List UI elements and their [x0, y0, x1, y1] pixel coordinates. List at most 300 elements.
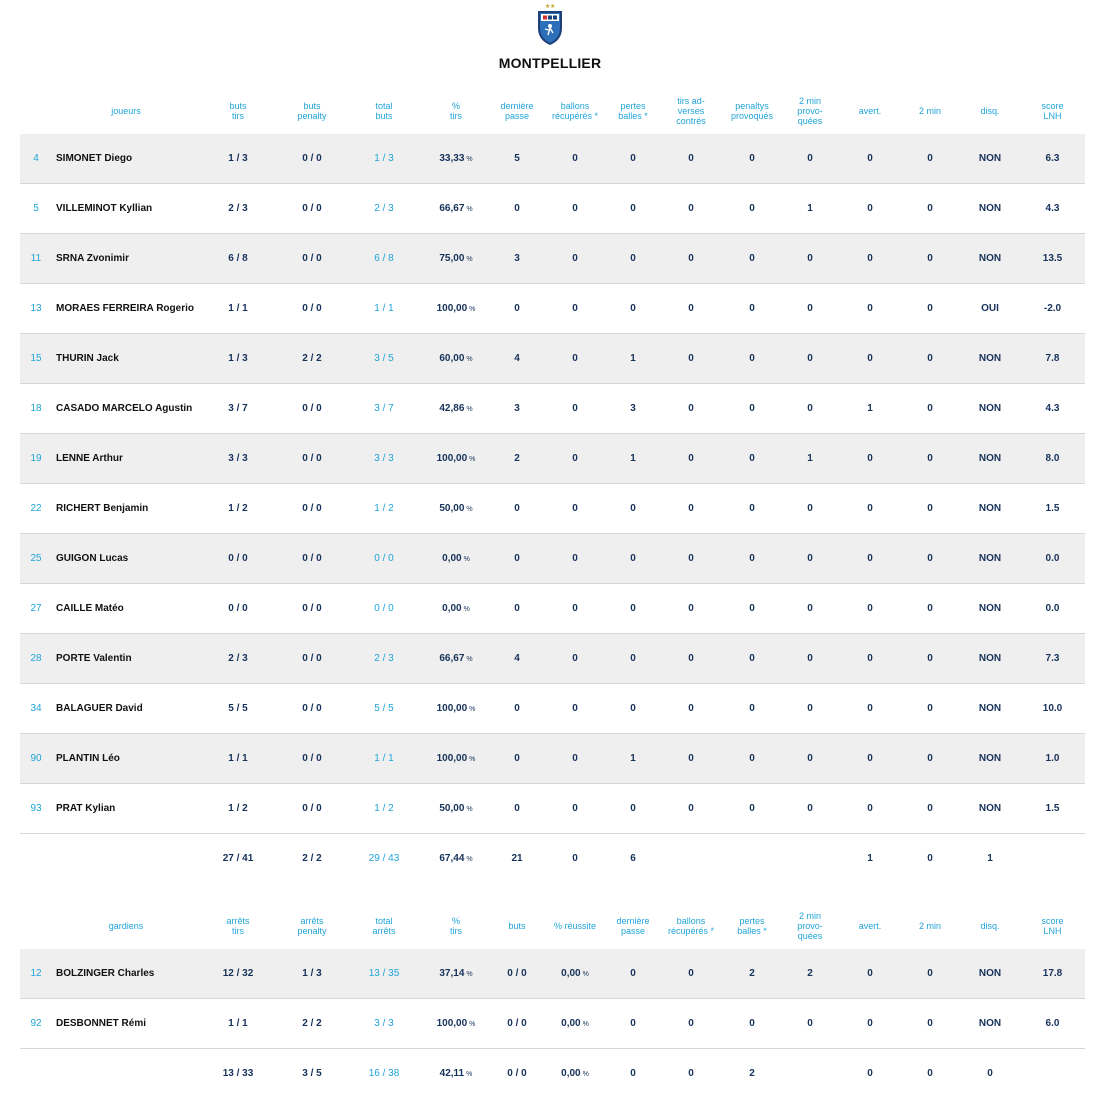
- goalkeepers-header-row: [20, 903, 1085, 949]
- total-pct-tirs: [420, 834, 492, 883]
- totals-blank: [20, 834, 52, 883]
- min2-provoquees-value: 0: [780, 134, 840, 184]
- header-derniere-passe: [492, 88, 542, 134]
- buts-tirs-value: 0 / 0: [200, 584, 276, 634]
- pct-tirs-value: [420, 184, 492, 234]
- disq-value: NON: [960, 684, 1020, 734]
- min2-value: 0: [900, 384, 960, 434]
- buts-tirs-value: 1 / 2: [200, 484, 276, 534]
- total-derniere-passe: 0: [630, 1067, 636, 1079]
- avert-value: 0: [840, 284, 900, 334]
- total-disq: 1: [987, 852, 993, 864]
- totals-blank: [724, 834, 780, 883]
- header-line: tirs ad-: [677, 96, 705, 106]
- pct-unit: %: [582, 1021, 589, 1028]
- buts-tirs-value: 0 / 0: [200, 534, 276, 584]
- svg-text:★: ★: [550, 4, 556, 10]
- buts-tirs-value: 2 / 3: [200, 634, 276, 684]
- header-line: buts: [303, 101, 321, 111]
- total-buts-value: 1 / 1: [348, 734, 420, 784]
- min2-value: 0: [900, 184, 960, 234]
- header-line: tirs: [232, 926, 244, 936]
- total-total-arrets: 16 / 38: [368, 1067, 400, 1079]
- goalkeepers-totals-row: [20, 1049, 1085, 1098]
- header-blank: [20, 88, 52, 134]
- totals-blank: [52, 1049, 200, 1098]
- pct-unit: %: [466, 356, 473, 363]
- player-row[interactable]: [20, 134, 1085, 184]
- player-row[interactable]: [20, 234, 1085, 284]
- player-number: 25: [20, 534, 52, 584]
- derniere-passe-value: 0: [492, 734, 542, 784]
- disq-value: OUI: [960, 284, 1020, 334]
- avert-value: 0: [840, 184, 900, 234]
- min2-provoquees-value: 2: [780, 949, 840, 999]
- player-number: 19: [20, 434, 52, 484]
- min2-value: 0: [900, 534, 960, 584]
- arrets-tirs-value: 1 / 1: [200, 999, 276, 1049]
- total-min2: 0: [927, 852, 933, 864]
- buts-value: 0 / 0: [492, 999, 542, 1049]
- pertes-balles-value: 1: [608, 434, 658, 484]
- pertes-balles-value: 2: [724, 949, 780, 999]
- totals-blank: [780, 1049, 840, 1098]
- disq-value: NON: [960, 734, 1020, 784]
- pct-unit: %: [463, 606, 470, 613]
- header-disq: disq.: [980, 106, 1000, 116]
- tirs-adverses-value: 0: [658, 184, 724, 234]
- pertes-balles-value: 0: [608, 484, 658, 534]
- ballons-recuperes-value: 0: [542, 134, 608, 184]
- header-min2: 2 min: [918, 921, 941, 931]
- buts-penalty-value: 0 / 0: [276, 134, 348, 184]
- derniere-passe-value: 0: [492, 684, 542, 734]
- penaltys-provoques-value: 0: [724, 584, 780, 634]
- player-number: 5: [20, 184, 52, 234]
- penaltys-provoques-value: 0: [724, 734, 780, 784]
- min2-value: 0: [900, 949, 960, 999]
- pertes-balles-value: 0: [608, 284, 658, 334]
- player-name: PORTE Valentin: [52, 634, 200, 684]
- penaltys-provoques-value: 0: [724, 784, 780, 834]
- arrets-penalty-value: 2 / 2: [276, 999, 348, 1049]
- pct-value: 50,00: [439, 803, 465, 814]
- header-min2-provoquees: [780, 88, 840, 134]
- penaltys-provoques-value: 0: [724, 634, 780, 684]
- buts-tirs-value: 3 / 3: [200, 434, 276, 484]
- player-row[interactable]: [20, 284, 1085, 334]
- svg-text:★: ★: [545, 4, 551, 10]
- pertes-balles-value: 3: [608, 384, 658, 434]
- avert-value: 0: [840, 484, 900, 534]
- total-derniere-passe: 21: [511, 852, 523, 864]
- min2-value: 0: [900, 334, 960, 384]
- team-logo-icon: [534, 2, 566, 46]
- pct-tirs-value: [420, 434, 492, 484]
- pertes-balles-value: 1: [608, 334, 658, 384]
- goalkeeper-row[interactable]: [20, 999, 1085, 1049]
- min2-value: 0: [900, 134, 960, 184]
- pct-unit: %: [466, 206, 473, 213]
- min2-provoquees-value: 0: [780, 734, 840, 784]
- ballons-recuperes-value: 0: [658, 949, 724, 999]
- pct-value: 75,00: [439, 253, 465, 264]
- header-line: arrêts: [372, 926, 396, 936]
- tirs-adverses-value: 0: [658, 784, 724, 834]
- header-pct-tirs: [420, 88, 492, 134]
- header-total-buts: [348, 88, 420, 134]
- pct-value: 67,44: [439, 852, 465, 864]
- score-lnh-value: 8.0: [1020, 434, 1085, 484]
- header-pct-tirs: [420, 903, 492, 949]
- avert-value: 0: [840, 584, 900, 634]
- min2-provoquees-value: 0: [780, 484, 840, 534]
- derniere-passe-value: 0: [608, 999, 658, 1049]
- min2-provoquees-value: 0: [780, 384, 840, 434]
- min2-provoquees-value: 0: [780, 334, 840, 384]
- buts-penalty-value: 0 / 0: [276, 784, 348, 834]
- ballons-recuperes-value: 0: [542, 734, 608, 784]
- buts-penalty-value: 0 / 0: [276, 734, 348, 784]
- ballons-recuperes-value: 0: [542, 184, 608, 234]
- avert-value: 0: [840, 134, 900, 184]
- players-table: [20, 88, 1085, 882]
- reussite-value: [542, 999, 608, 1049]
- pct-value: 100,00: [436, 303, 468, 314]
- tirs-adverses-value: 0: [658, 434, 724, 484]
- min2-provoquees-value: 0: [780, 234, 840, 284]
- derniere-passe-value: 0: [492, 784, 542, 834]
- player-row[interactable]: [20, 684, 1085, 734]
- pct-value: 100,00: [436, 703, 468, 714]
- pertes-balles-value: 0: [724, 999, 780, 1049]
- pct-unit: %: [469, 306, 476, 313]
- ballons-recuperes-value: 0: [542, 334, 608, 384]
- derniere-passe-value: 4: [492, 334, 542, 384]
- header-line: ballons: [560, 101, 590, 111]
- goalkeeper-number: 12: [20, 949, 52, 999]
- player-name: MORAES FERREIRA Rogerio: [52, 284, 200, 334]
- header-buts-penalty: [276, 88, 348, 134]
- buts-penalty-value: 0 / 0: [276, 534, 348, 584]
- header-line: total: [375, 916, 393, 926]
- disq-value: NON: [960, 584, 1020, 634]
- buts-tirs-value: 1 / 1: [200, 284, 276, 334]
- header-gardiens: gardiens: [108, 921, 144, 931]
- pertes-balles-value: 1: [608, 734, 658, 784]
- header-line: pertes: [620, 101, 646, 111]
- min2-value: 0: [900, 584, 960, 634]
- min2-value: 0: [900, 784, 960, 834]
- buts-tirs-value: 1 / 2: [200, 784, 276, 834]
- header-line: penalty: [297, 111, 327, 121]
- buts-tirs-value: 3 / 7: [200, 384, 276, 434]
- pct-unit: %: [466, 971, 473, 978]
- tirs-adverses-value: 0: [658, 284, 724, 334]
- min2-value: 0: [900, 284, 960, 334]
- player-name: PRAT Kylian: [52, 784, 200, 834]
- players-totals-row: [20, 834, 1085, 883]
- pct-unit: %: [466, 855, 473, 863]
- tirs-adverses-value: 0: [658, 534, 724, 584]
- header-line: ballons: [676, 916, 706, 926]
- disq-value: NON: [960, 484, 1020, 534]
- score-lnh-value: 1.0: [1020, 734, 1085, 784]
- disq-value: NON: [960, 949, 1020, 999]
- buts-penalty-value: 0 / 0: [276, 184, 348, 234]
- reussite-value: [542, 949, 608, 999]
- ballons-recuperes-value: 0: [658, 999, 724, 1049]
- tirs-adverses-value: 0: [658, 384, 724, 434]
- player-row[interactable]: [20, 584, 1085, 634]
- total-pct-tirs: [420, 1049, 492, 1098]
- min2-provoquees-value: 1: [780, 184, 840, 234]
- pct-tirs-value: [420, 384, 492, 434]
- player-number: 4: [20, 134, 52, 184]
- total-buts: 0 / 0: [507, 1067, 527, 1079]
- header-line: dernière: [616, 916, 650, 926]
- pct-value: 0,00: [442, 603, 462, 614]
- pct-value: 42,11: [439, 1067, 465, 1079]
- derniere-passe-value: 3: [492, 384, 542, 434]
- min2-value: 0: [900, 999, 960, 1049]
- player-number: 90: [20, 734, 52, 784]
- total-min2: 0: [927, 1067, 933, 1079]
- total-buts-value: 3 / 7: [348, 384, 420, 434]
- total-buts-value: 1 / 2: [348, 784, 420, 834]
- buts-penalty-value: 0 / 0: [276, 484, 348, 534]
- header: [0, 0, 1100, 80]
- header-line: score: [1041, 101, 1064, 111]
- total-buts-value: 5 / 5: [348, 684, 420, 734]
- penaltys-provoques-value: 0: [724, 134, 780, 184]
- score-lnh-value: 0.0: [1020, 534, 1085, 584]
- pct-value: 60,00: [439, 353, 465, 364]
- header-blank: [20, 903, 52, 949]
- penaltys-provoques-value: 0: [724, 234, 780, 284]
- total-buts-value: 0 / 0: [348, 534, 420, 584]
- header-avert: avert.: [858, 921, 882, 931]
- avert-value: 0: [840, 949, 900, 999]
- pertes-balles-value: 0: [608, 684, 658, 734]
- score-lnh-value: 1.5: [1020, 484, 1085, 534]
- header-arrets-tirs: [200, 903, 276, 949]
- tirs-adverses-value: 0: [658, 234, 724, 284]
- player-number: 18: [20, 384, 52, 434]
- header-line: LNH: [1043, 926, 1062, 936]
- disq-value: NON: [960, 384, 1020, 434]
- pct-tirs-value: [420, 134, 492, 184]
- penaltys-provoques-value: 0: [724, 384, 780, 434]
- pertes-balles-value: 0: [608, 784, 658, 834]
- player-name: CAILLE Matéo: [52, 584, 200, 634]
- player-row[interactable]: [20, 784, 1085, 834]
- pertes-balles-value: 0: [608, 584, 658, 634]
- pct-unit: %: [466, 156, 473, 163]
- arrets-tirs-value: 12 / 32: [200, 949, 276, 999]
- header-line: passe: [504, 111, 530, 121]
- disq-value: NON: [960, 134, 1020, 184]
- player-row[interactable]: [20, 384, 1085, 434]
- totals-blank: [1020, 1049, 1085, 1098]
- player-name: CASADO MARCELO Agustin: [52, 384, 200, 434]
- player-row[interactable]: [20, 634, 1085, 684]
- header-line: penaltys: [735, 101, 769, 111]
- pct-value: 66,67: [439, 653, 465, 664]
- header-min2-provoquees: [780, 903, 840, 949]
- pct-unit: %: [582, 971, 589, 978]
- buts-penalty-value: 0 / 0: [276, 684, 348, 734]
- total-ballons-recuperes: 0: [688, 1067, 694, 1079]
- header-line: pertes: [739, 916, 765, 926]
- avert-value: 0: [840, 734, 900, 784]
- tirs-adverses-value: 0: [658, 134, 724, 184]
- total-arrets-penalty: 3 / 5: [302, 1067, 322, 1079]
- pct-tirs-value: [420, 284, 492, 334]
- derniere-passe-value: 0: [492, 284, 542, 334]
- penaltys-provoques-value: 0: [724, 334, 780, 384]
- ballons-recuperes-value: 0: [542, 234, 608, 284]
- disq-value: NON: [960, 434, 1020, 484]
- avert-value: 0: [840, 999, 900, 1049]
- team-name: MONTPELLIER: [498, 55, 602, 71]
- ballons-recuperes-value: 0: [542, 784, 608, 834]
- ballons-recuperes-value: 0: [542, 284, 608, 334]
- total-buts-penalty: 2 / 2: [302, 852, 322, 864]
- derniere-passe-value: 3: [492, 234, 542, 284]
- disq-value: NON: [960, 999, 1020, 1049]
- min2-provoquees-value: 0: [780, 584, 840, 634]
- player-row[interactable]: [20, 184, 1085, 234]
- pct-value: 100,00: [436, 753, 468, 764]
- header-line: arrêts: [300, 916, 324, 926]
- total-avert: 1: [867, 852, 873, 864]
- total-buts-tirs: 27 / 41: [222, 852, 254, 864]
- players-header-row: [20, 88, 1085, 134]
- pct-tirs-value: [420, 684, 492, 734]
- min2-provoquees-value: 0: [780, 999, 840, 1049]
- goalkeepers-table: [20, 903, 1085, 1097]
- pct-value: 0,00: [442, 553, 462, 564]
- pct-value: 33,33: [439, 153, 465, 164]
- total-avert: 0: [867, 1067, 873, 1079]
- header-line: buts: [229, 101, 247, 111]
- player-row[interactable]: [20, 434, 1085, 484]
- derniere-passe-value: 0: [608, 949, 658, 999]
- disq-value: NON: [960, 634, 1020, 684]
- penaltys-provoques-value: 0: [724, 284, 780, 334]
- player-number: 93: [20, 784, 52, 834]
- header-line: buts: [375, 111, 393, 121]
- header-buts: buts: [508, 921, 526, 931]
- player-row[interactable]: [20, 334, 1085, 384]
- header-line: récupérés *: [551, 111, 599, 121]
- pertes-balles-value: 0: [608, 634, 658, 684]
- ballons-recuperes-value: 0: [542, 384, 608, 434]
- total-buts-value: 1 / 3: [348, 134, 420, 184]
- header-line: score: [1041, 916, 1064, 926]
- min2-provoquees-value: 0: [780, 634, 840, 684]
- total-buts-value: 2 / 3: [348, 184, 420, 234]
- total-buts-value: 6 / 8: [348, 234, 420, 284]
- pct-unit: %: [466, 656, 473, 663]
- pct-value: 0,00: [561, 1067, 581, 1079]
- pct-unit: %: [469, 706, 476, 713]
- pct-unit: %: [466, 806, 473, 813]
- pct-unit: %: [463, 556, 470, 563]
- player-row[interactable]: [20, 534, 1085, 584]
- avert-value: 0: [840, 684, 900, 734]
- header-pertes: [608, 88, 658, 134]
- avert-value: 0: [840, 534, 900, 584]
- header-score: [1020, 903, 1085, 949]
- pct-unit: %: [469, 456, 476, 463]
- buts-penalty-value: 0 / 0: [276, 634, 348, 684]
- penaltys-provoques-value: 0: [724, 534, 780, 584]
- avert-value: 0: [840, 234, 900, 284]
- total-reussite: [542, 1049, 608, 1098]
- buts-penalty-value: 0 / 0: [276, 284, 348, 334]
- total-pertes-balles: 2: [749, 1067, 755, 1079]
- header-line: 2 min: [798, 911, 821, 921]
- avert-value: 0: [840, 334, 900, 384]
- disq-value: NON: [960, 334, 1020, 384]
- buts-tirs-value: 2 / 3: [200, 184, 276, 234]
- derniere-passe-value: 2: [492, 434, 542, 484]
- totals-blank: [20, 1049, 52, 1098]
- total-buts-value: 3 / 5: [348, 334, 420, 384]
- buts-penalty-value: 0 / 0: [276, 434, 348, 484]
- player-name: LENNE Arthur: [52, 434, 200, 484]
- pct-value: 42,86: [439, 403, 465, 414]
- player-name: RICHERT Benjamin: [52, 484, 200, 534]
- total-ballons-recuperes: 0: [572, 852, 578, 864]
- score-lnh-value: -2.0: [1020, 284, 1085, 334]
- derniere-passe-value: 4: [492, 634, 542, 684]
- total-buts-value: 1 / 2: [348, 484, 420, 534]
- min2-value: 0: [900, 684, 960, 734]
- goalkeeper-row[interactable]: [20, 949, 1085, 999]
- totals-blank: [52, 834, 200, 883]
- avert-value: 0: [840, 434, 900, 484]
- player-name: GUIGON Lucas: [52, 534, 200, 584]
- pct-tirs-value: [420, 999, 492, 1049]
- player-row[interactable]: [20, 484, 1085, 534]
- pct-value: 100,00: [436, 453, 468, 464]
- total-buts-value: 1 / 1: [348, 284, 420, 334]
- penaltys-provoques-value: 0: [724, 184, 780, 234]
- min2-provoquees-value: 0: [780, 534, 840, 584]
- ballons-recuperes-value: 0: [542, 534, 608, 584]
- min2-value: 0: [900, 434, 960, 484]
- pct-value: 0,00: [561, 968, 581, 979]
- derniere-passe-value: 0: [492, 484, 542, 534]
- score-lnh-value: 4.3: [1020, 184, 1085, 234]
- header-line: total: [375, 101, 393, 111]
- min2-value: 0: [900, 484, 960, 534]
- header-min2: 2 min: [918, 106, 941, 116]
- player-name: PLANTIN Léo: [52, 734, 200, 784]
- header-line: penalty: [297, 926, 327, 936]
- player-row[interactable]: [20, 734, 1085, 784]
- score-lnh-value: 6.0: [1020, 999, 1085, 1049]
- pct-unit: %: [582, 1070, 589, 1078]
- buts-value: 0 / 0: [492, 949, 542, 999]
- buts-tirs-value: 5 / 5: [200, 684, 276, 734]
- min2-provoquees-value: 0: [780, 284, 840, 334]
- player-number: 13: [20, 284, 52, 334]
- header-disq: disq.: [980, 921, 1000, 931]
